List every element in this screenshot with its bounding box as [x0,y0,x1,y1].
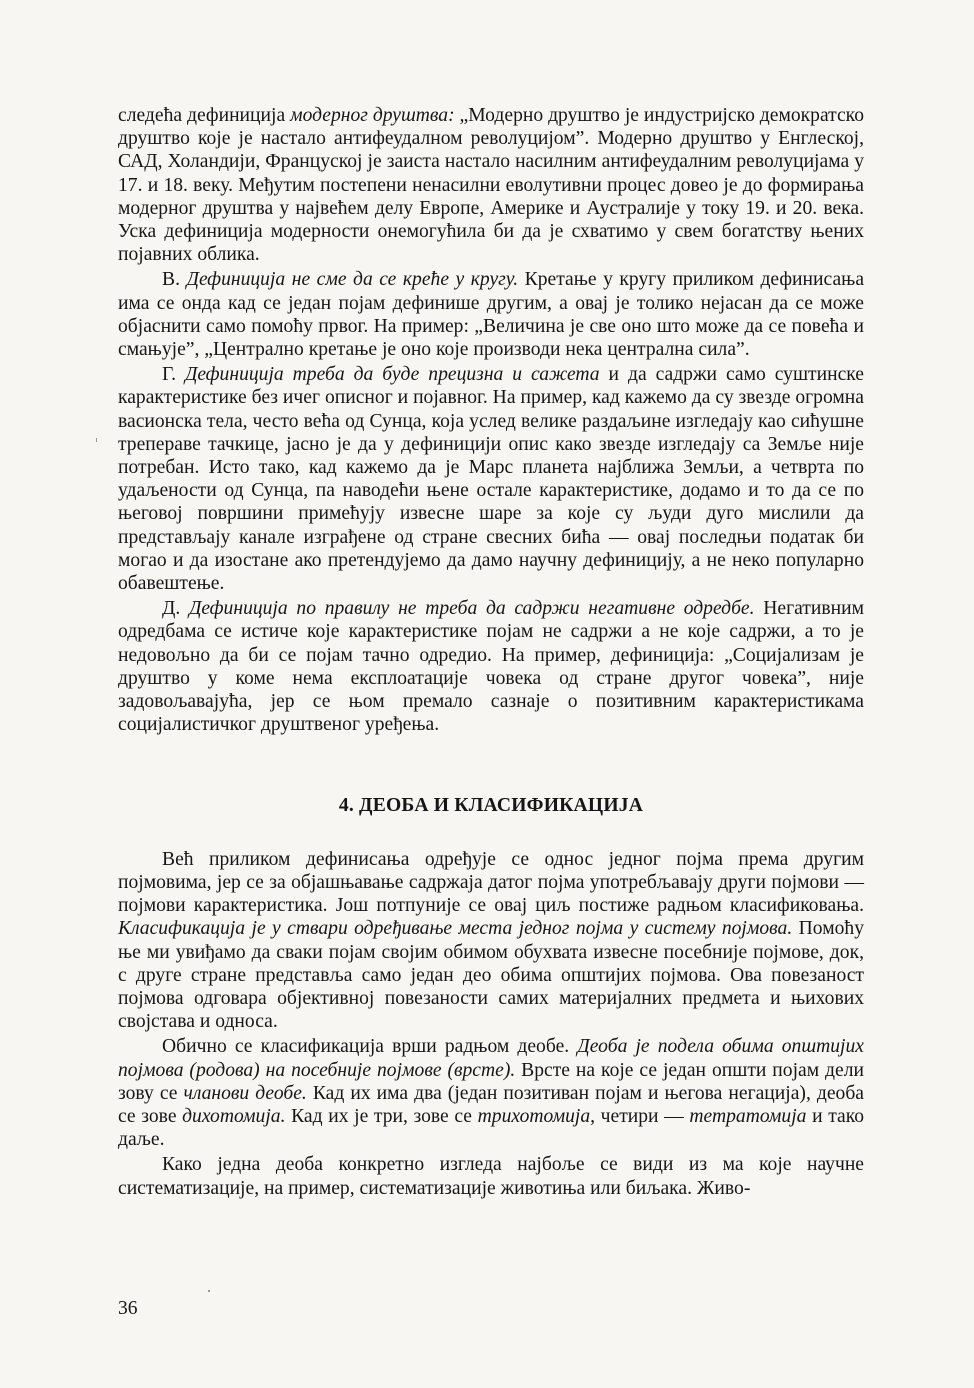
page-number: 36 [118,1298,138,1319]
text-run: Кад их има два (један позитиван појам и његова негација), деоба се зове [118,1082,864,1127]
text-run: Негативним одредбама се истиче које карактеристике појам не садржи а не које садржи, а то је недовољно да би се појам тачно одредио. На пример, дефиниција: „Социјализам је друштво у коме нема експлоатације човека од стране другог човека”, није задовољавајућа, јер се њом премало сазнаје о позитивним карактеристикама социјалистичког друштвеног уређења. [118,598,864,736]
paragraph [118,597,864,736]
paragraph [118,268,864,361]
body-text [118,104,864,1200]
text-run: Г. [162,364,185,386]
margin-tick [96,438,97,442]
italic-text: модерног друштва: [290,105,455,126]
scan-speck [208,1290,210,1292]
text-run: Како једна деоба конкретно изгледа најбоље се види из ма које научне систематизације, на пример, систематизације животиња или биљака. Живо- [118,1154,864,1199]
paragraph [118,1153,864,1199]
text-run: В. [162,269,187,291]
italic-text: Дефиниција не сме да се креће у кругу. [186,269,519,291]
paragraph [118,363,864,595]
italic-text: Дефиниција по правилу не треба да садржи негативне одредбе. [188,598,755,620]
text-run: и тако даље. [118,1105,865,1151]
italic-text: тетратомија [689,1105,807,1127]
text-run: Већ приликом дефинисања одређује се однос једног појма према другим појмовима, јер се за објашњавање садржаја датог појма употребљавају други појмови — појмови карактеристика. Још потпуније се овај циљ постиже радњом класификовања. [118,848,864,917]
text-run: Кад их је три, зове се [285,1105,478,1127]
text-run: Д. [162,598,189,620]
italic-text: чланови деобе. [183,1082,307,1104]
italic-text: Класификација је у ствари одређивање места једног појма у систему појмова. [118,918,793,940]
paragraph [118,1035,864,1151]
text-run: „Модерно друштво је индустријско демократско друштво које је настало антифеудалном револуцијом”. Модерно друштво у Енглеској, САД, Холандији, Француској је заиста настало насилним антифеудалним револуцијама у 17. и 18. веку. Међутим постепени ненасилни еволутивни процес довео је до формирања модерног друштва у највећем делу Европе, Америке и Аустралије у току 19. и 20. века. Уска дефиниција модерности онемогућила би да је схватимо у свем богатству њених појавних облика. [118,105,864,266]
text-run: Помоћу ње ми увиђамо да сваки појам својим обимом обухвата извесне посебније појмове, док, с друге стране представља само један део обима општијих појмова. Ова повезаност појмова одговара објективној повезаности самих материјалних предмета и њихових својстава и односа. [118,918,864,1033]
section-heading: 4. ДЕОБА И КЛАСИФИКАЦИЈА [338,795,644,817]
italic-text: Деоба је подела обима општијих појмова (родова) на посебније појмове (врсте). [118,1036,864,1081]
text-run: Кретање у кругу приликом дефинисања има се онда кад се један појам дефинише другим, а овај је толико нејасан да се може објаснити само помоћу првог. На пример: „Величина је све оно што може да се повећа и смањује”, „Централно кретање је оно које производи нека централна сила”. [118,269,865,361]
text-run: Врсте на које се један општи појам дели зову се [118,1059,864,1104]
text-run: следећа дефиниција [118,105,291,126]
text-run: и да садржи само суштинске карактеристике без ичег описног и појавног. На пример, кад кажемо да су звезде огромна васионска тела, често већа од Сунца, која услед велике раздаљине изгледају као сићушне трепераве тачкице, јасно је да у дефиницији опис како звезде изгледају са Земље није потребан. Исто тако, кад кажемо да је Марс планета најближа Земљи, а четврта по удаљености од Сунца, па наводећи њене остале карактеристике, додамо и то да се по његовој површини примећују извесне шаре за које су људи дуго мислили да представљају канале изграђене од стране свесних бића — овај последњи податак би могао и да изостане ако претендујемо да дамо научну дефиницију, а не неко популарно обавештење. [118,364,864,595]
text-run: четири — [595,1105,690,1127]
italic-text: дихотомија. [182,1105,286,1127]
text-run: Обично се класификација врши радњом деобе. [162,1036,578,1058]
paragraph [118,848,864,1034]
italic-text: трихотомија, [477,1105,596,1127]
paragraph [118,104,864,266]
italic-text: Дефиниција треба да буде прецизна и сажета [184,364,600,386]
